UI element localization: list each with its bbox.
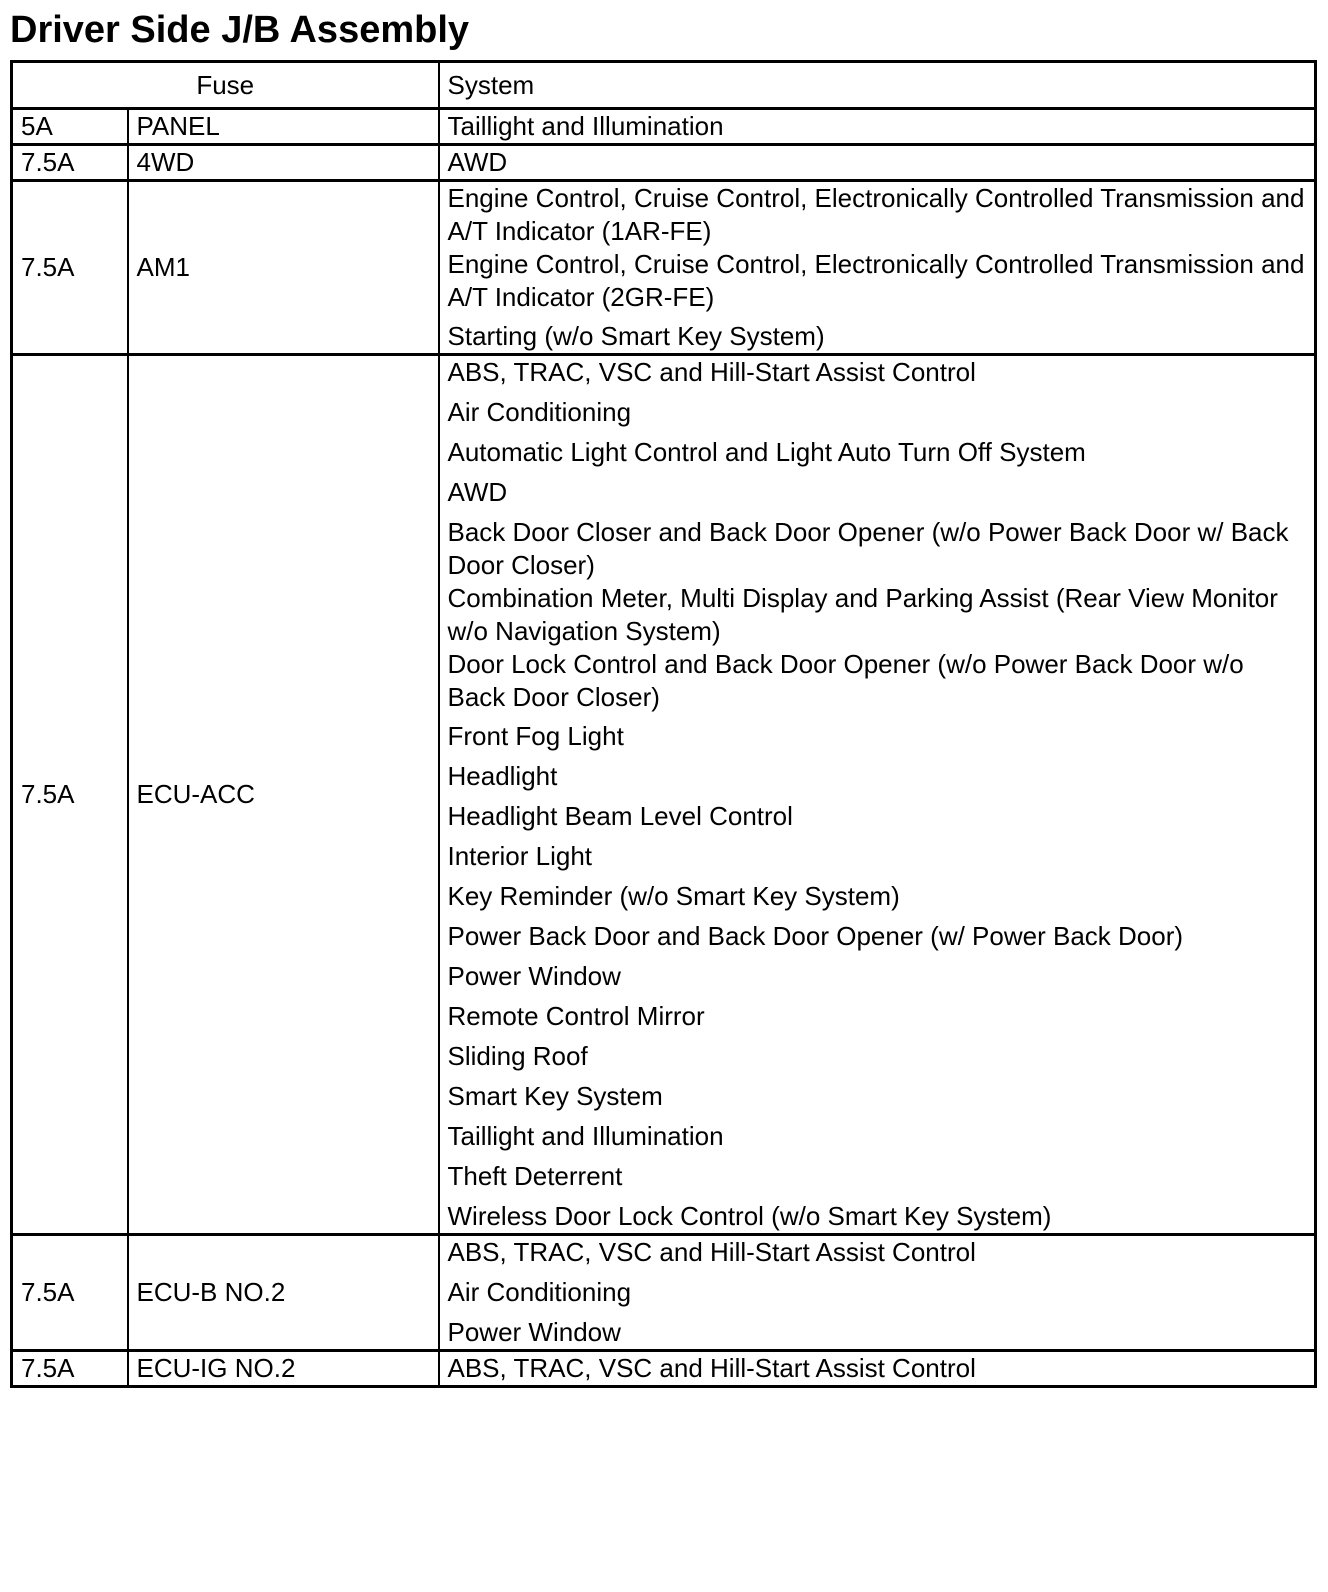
table-row [12,355,1316,1235]
system-item: ABS, TRAC, VSC and Hill-Start Assist Control [447,357,976,387]
fuse-name: ECU-IG NO.2 [128,1351,439,1387]
system-list [439,1351,1316,1387]
system-item: Remote Control Mirror [447,1001,705,1031]
fuse-name: 4WD [128,145,439,181]
system-item: Front Fog Light [447,721,624,751]
system-list [439,109,1316,145]
system-item: Automatic Light Control and Light Auto Turn Off System [447,437,1086,467]
fuse-name: ECU-ACC [128,355,439,1235]
table-row [12,145,1316,181]
fuse-table [10,60,1317,1388]
system-item: Sliding Roof [447,1041,588,1071]
fuse-amperage: 7.5A [12,1351,128,1387]
fuse-name: PANEL [128,109,439,145]
system-item: Wireless Door Lock Control (w/o Smart Key System) [447,1201,1052,1231]
table-body [12,109,1316,1387]
system-item: Back Door Closer and Back Door Opener (w/o Power Back Door w/ Back Door Closer) [447,517,1289,580]
system-item: Headlight Beam Level Control [447,801,793,831]
system-item: ABS, TRAC, VSC and Hill-Start Assist Control [447,1237,976,1267]
system-list [439,1235,1316,1351]
system-item: Power Back Door and Back Door Opener (w/ Power Back Door) [447,921,1184,951]
system-item: Combination Meter, Multi Display and Parking Assist (Rear View Monitor w/o Navigation System) [447,583,1278,646]
fuse-amperage: 7.5A [12,355,128,1235]
system-item: Interior Light [447,841,593,871]
table-row [12,1351,1316,1387]
system-list [439,181,1316,355]
system-item: Air Conditioning [447,1277,632,1307]
system-item: Engine Control, Cruise Control, Electronically Controlled Transmission and A/T Indicator (1AR-FE) [447,183,1305,246]
system-item: Power Window [447,961,621,991]
fuse-name: AM1 [128,181,439,355]
fuse-name: ECU-B NO.2 [128,1235,439,1351]
page-title: Driver Side J/B Assembly [10,9,470,51]
system-list [439,145,1316,181]
system-column-header: System [439,62,1316,109]
system-item: Engine Control, Cruise Control, Electronically Controlled Transmission and A/T Indicator (2GR-FE) [447,249,1305,312]
table-row [12,1235,1316,1351]
system-item: AWD [447,147,508,177]
fuse-amperage: 7.5A [12,181,128,355]
fuse-column-header: Fuse [12,62,439,109]
system-item: AWD [447,477,508,507]
system-item: Taillight and Illumination [447,111,724,141]
system-item: Air Conditioning [447,397,632,427]
system-item: Starting (w/o Smart Key System) [447,321,825,351]
system-item: Taillight and Illumination [447,1121,724,1151]
fuse-amperage: 7.5A [12,145,128,181]
fuse-amperage: 7.5A [12,1235,128,1351]
table-row [12,181,1316,355]
system-item: Theft Deterrent [447,1161,623,1191]
system-list [439,355,1316,1235]
system-item: Key Reminder (w/o Smart Key System) [447,881,900,911]
fuse-amperage: 5A [12,109,128,145]
table-header-row [12,62,1316,109]
system-item: Smart Key System [447,1081,663,1111]
system-item: Door Lock Control and Back Door Opener (w/o Power Back Door w/o Back Door Closer) [447,649,1244,712]
system-item: Power Window [447,1317,621,1347]
system-item: ABS, TRAC, VSC and Hill-Start Assist Control [447,1353,976,1383]
table-row [12,109,1316,145]
system-item: Headlight [447,761,558,791]
